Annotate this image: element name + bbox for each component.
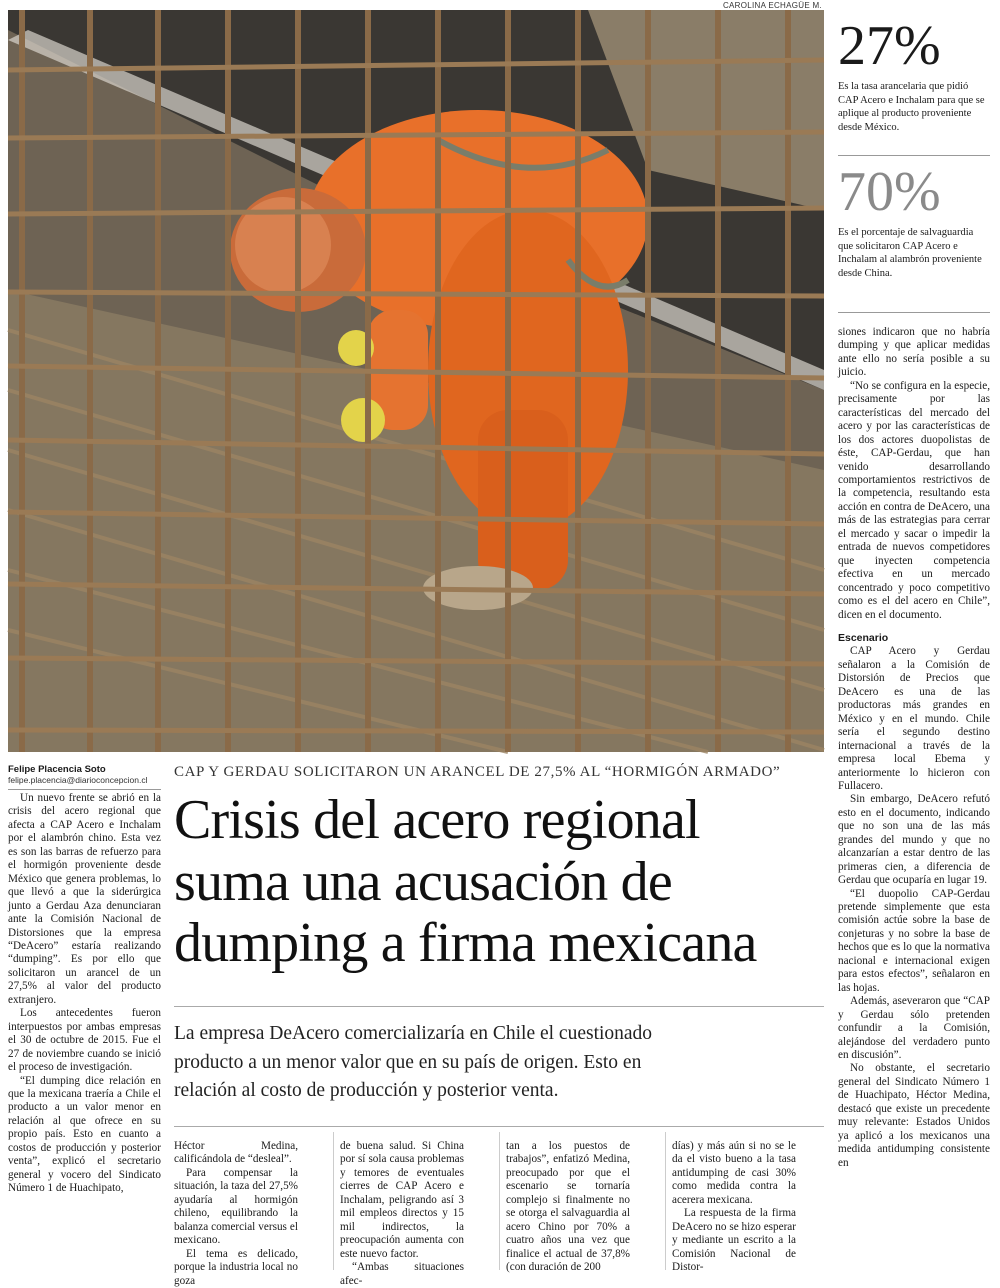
kicker: CAP Y GERDAU SOLICITARON UN ARANCEL DE 27,5% AL “HORMIGÓN ARMADO”: [174, 764, 781, 780]
stat-divider: [838, 155, 990, 156]
stat-description: Es la tasa arancelaria que pidió CAP Acero e Inchalam para que se aplique al producto proveniente desde México.: [838, 81, 985, 133]
stat-value: 70%: [838, 161, 941, 223]
article-column-left: [8, 792, 161, 1270]
article-column-bottom-3: [506, 1140, 630, 1274]
paragraph: Héctor Medina, calificándola de “desleal”.: [174, 1140, 298, 1166]
lead-line: relación al costo de producción y posterior venta.: [174, 1080, 559, 1102]
article-column-bottom-4: [672, 1140, 796, 1274]
column-divider: [333, 1132, 334, 1270]
headline-line: Crisis del acero regional: [174, 789, 700, 851]
paragraph: tan a los puestos de trabajos”, enfatizó Medina, preocupado por que el escenario se tornaría complejo si finalmente no se otorga el salvaguardia al acero Chino por 70% a cuatro años una vez que finalice el actual de 37,8% (con duración de 200: [506, 1140, 630, 1274]
headline-line: dumping a firma mexicana: [174, 912, 757, 974]
article-column-bottom-2: [340, 1140, 464, 1287]
paragraph: Además, aseveraron que “CAP y Gerdau sólo pretenden confundir a la Comisión, alejándose del verdadero punto en discusión”.: [838, 995, 990, 1062]
paragraph: La respuesta de la firma DeAcero no se hizo esperar y mediante un escrito a la Comisión Nacional de Distor-: [672, 1207, 796, 1274]
paragraph: Los antecedentes fueron interpuestos por ambas empresas el 30 de octubre de 2015. Fue el 27 de noviembre cuando se inició el proceso de investigación.: [8, 1007, 161, 1074]
column-divider: [665, 1132, 666, 1270]
headline: [174, 790, 824, 975]
paragraph: CAP Acero y Gerdau señalaron a la Comisión de Distorsión de Precios que DeAcero es una de las productoras más grandes en México y en el mundo. Chile sería el segundo destino internacional a través de la empresa local Ebema y anteriormente lo hicieron con Fullacero.: [838, 645, 990, 792]
photo-credit: CAROLINA ECHAGÜE M.: [722, 1, 822, 10]
welder-photo: [8, 10, 824, 752]
paragraph: No obstante, el secretario general del Sindicato Número 1 de Huachipato, Héctor Medina, destacó que existe un precedente muy relevante: Estados Unidos ya aplicó a los mexicanos una medida antidumping consistente en: [838, 1062, 990, 1169]
paragraph: “Ambas situaciones afec-: [340, 1261, 464, 1287]
lead-paragraph: [174, 1020, 824, 1106]
byline: [8, 764, 161, 790]
article-column-bottom-1: [174, 1140, 298, 1287]
lead-line: producto a un menor valor que en su país de origen. Esto en: [174, 1051, 642, 1073]
stat-value: 27%: [838, 15, 941, 77]
author-name: Felipe Placencia Soto: [8, 764, 106, 775]
paragraph: “El dumping dice relación en que la mexicana traería a Chile el producto a un valor menor en relación al que ofrece en su propio país. Esto en cuanto a costos de producción y posterior venta”, explicó el secretario general y vocero del Sindicato Número 1 de Huachipato,: [8, 1074, 161, 1195]
divider: [174, 1006, 824, 1007]
lead-line: La empresa DeAcero comercializaría en Chile el cuestionado: [174, 1023, 653, 1044]
paragraph: “No se configura en la especie, precisamente por las características del mercado del acero y por las características de los dos actores duopolistas de éste, CAP-Gerdau, que han venido desarrollando comportamientos restrictivos de la competencia, resultando esta acción en contra de DeAcero, una más de las estrategias para cerrar el mercado y sacar o impedir la entrada de nuevos competidores que inyecten competencia efectiva en un mercado concentrado y poco competitivo como es el del acero en Chile”, dicen en el documento.: [838, 379, 990, 621]
column-divider: [499, 1132, 500, 1270]
article-column-right: [838, 326, 990, 1270]
subheading: Escenario: [838, 631, 889, 644]
headline-line: suma una acusación de: [174, 850, 672, 913]
paragraph: Para compensar la situación, la taza del 27,5% ayudaría al hormigón chileno, equilibrando la balanza comercial versus el mexicano.: [174, 1166, 298, 1247]
paragraph: de buena salud. Si China por sí sola causa problemas y temores de eventuales cierres de CAP Acero e Inchalam, peligrando así 3 mil empleos directos y 15 mil indirectos, la preocupación aumenta con este nuevo factor.: [340, 1140, 464, 1260]
stat-70-percent: [838, 162, 990, 280]
paragraph: siones indicaron que no habría dumping y que aplicar medidas ante ello no sería posible a su juicio.: [838, 326, 990, 379]
author-email[interactable]: felipe.placencia@diarioconcepcion.cl: [8, 775, 161, 790]
photo-illustration: [8, 10, 824, 752]
stat-description: Es el porcentaje de salvaguardia que solicitaron CAP Acero e Inchalam al alambrón proveniente desde China.: [838, 227, 982, 279]
paragraph: Un nuevo frente se abrió en la crisis del acero regional que afecta a CAP Acero e Inchalam por el alambrón chino. Esta vez es son las barras de refuerzo para el hormigón proveniente desde México que genera problemas, lo que llevó a que la siderúrgica junto a Gerdau Aza denunciaran ante la Comisión Nacional de Distorsiones que la empresa “DeAcero” estaría realizando “dumping”. Es por ello que solicitaron un arancel de un 27,5% al valor del producto extranjero.: [8, 792, 161, 1006]
stat-divider: [838, 312, 990, 313]
paragraph: El tema es delicado, porque la industria local no goza: [174, 1247, 298, 1287]
divider: [174, 1126, 824, 1127]
paragraph: días) y más aún si no se le da el visto bueno a la tasa antidumping de casi 30% como medida contra la acerera mexicana.: [672, 1140, 796, 1206]
paragraph: “El duopolio CAP-Gerdau pretende simplemente que esta comisión actúe sobre la base de conjeturas y no sobre la base de hechos que es lo que la normativa nacional e internacional exigen para estos efectos”, señalaron en las hojas.: [838, 887, 990, 994]
paragraph: Sin embargo, DeAcero refutó esto en el documento, indicando que no son una de las más grandes del mundo y que no alcanzarían a estar dentro de las primeras cien, a diferencia de Gerdau que ocuparía en lugar 19.: [838, 793, 990, 887]
stat-27-percent: [838, 16, 990, 134]
